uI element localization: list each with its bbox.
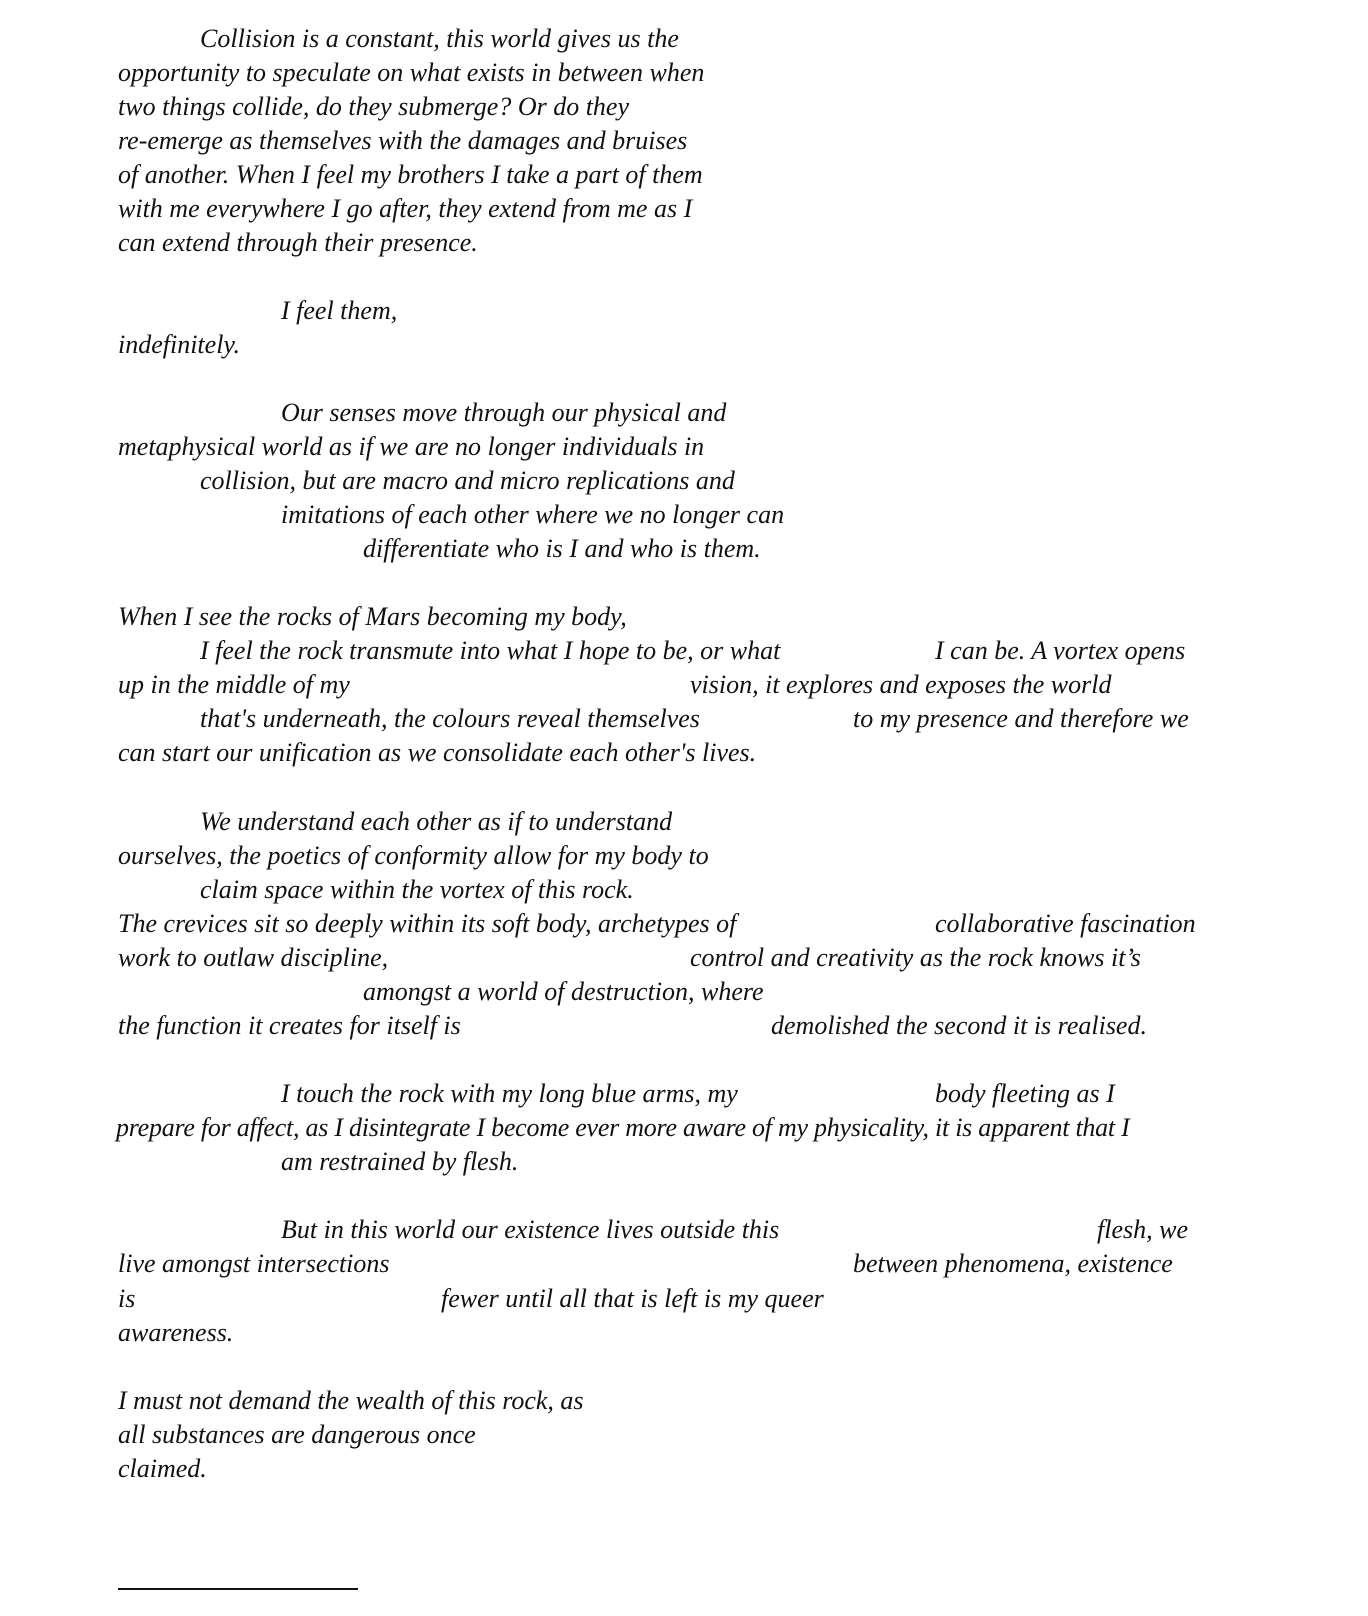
poem-line: The crevices sit so deeply within its soft body, archetypes of <box>118 909 737 938</box>
footnote-divider <box>118 1588 358 1590</box>
poem-line: two things collide, do they submerge? Or do they <box>118 92 630 121</box>
poem-line: re-emerge as themselves with the damages and bruises <box>118 126 688 155</box>
poem-line: We understand each other as if to understand <box>200 807 673 836</box>
poem-line: opportunity to speculate on what exists in between when <box>118 58 705 87</box>
poem-line: can start our unification as we consolidate each other's lives. <box>118 738 757 767</box>
poem-line: control and creativity as the rock knows it’s <box>690 943 1141 972</box>
poem-line: Collision is a constant, this world gives us the <box>200 24 679 53</box>
poem-line: I feel the rock transmute into what I hope to be, or what <box>200 636 781 665</box>
poem-line: collision, but are macro and micro replications and <box>200 466 735 495</box>
poem-line: But in this world our existence lives outside this <box>281 1215 780 1244</box>
poem-line: vision, it explores and exposes the world <box>690 670 1112 699</box>
poem-line: ourselves, the poetics of conformity allow for my body to <box>118 841 709 870</box>
poem-line: Our senses move through our physical and <box>281 398 727 427</box>
poem-line: awareness. <box>118 1318 234 1347</box>
poem-line: can extend through their presence. <box>118 228 478 257</box>
poem-line: to my presence and therefore we <box>853 704 1189 733</box>
poem-line: up in the middle of my <box>118 670 350 699</box>
poem-line: prepare for affect, as I disintegrate I become ever more aware of my physicality, it is apparent that I <box>116 1113 1130 1142</box>
poem-line: is <box>118 1284 136 1313</box>
poem-line: I feel them, <box>281 296 398 325</box>
poem-line: of another. When I feel my brothers I take a part of them <box>118 160 703 189</box>
poem-line: all substances are dangerous once <box>118 1420 476 1449</box>
poem-line: claimed. <box>118 1454 207 1483</box>
poem-line: demolished the second it is realised. <box>771 1011 1147 1040</box>
poem-line: fewer until all that is left is my queer <box>441 1284 824 1313</box>
poem-line: with me everywhere I go after, they extend from me as I <box>118 194 693 223</box>
poem-line: differentiate who is I and who is them. <box>363 534 761 563</box>
poem-line: live amongst intersections <box>118 1249 390 1278</box>
poem-line: the function it creates for itself is <box>118 1011 461 1040</box>
poem-line: I touch the rock with my long blue arms, my <box>281 1079 738 1108</box>
poem-line: indefinitely. <box>118 330 241 359</box>
poem-line: claim space within the vortex of this rock. <box>200 875 634 904</box>
poem-line: body fleeting as I <box>935 1079 1115 1108</box>
poem-line: am restrained by flesh. <box>281 1147 519 1176</box>
poem-line: between phenomena, existence <box>853 1249 1173 1278</box>
poem-line: metaphysical world as if we are no longer individuals in <box>118 432 705 461</box>
poem-line: amongst a world of destruction, where <box>363 977 764 1006</box>
poem-line: work to outlaw discipline, <box>118 943 389 972</box>
poem-line: When I see the rocks of Mars becoming my body, <box>118 602 627 631</box>
poem-line: I can be. A vortex opens <box>935 636 1186 665</box>
poem-line: that's underneath, the colours reveal themselves <box>200 704 700 733</box>
poem-line: collaborative fascination <box>935 909 1196 938</box>
poem-line: I must not demand the wealth of this rock, as <box>118 1386 584 1415</box>
poem-line: imitations of each other where we no longer can <box>281 500 785 529</box>
poem-line: flesh, we <box>1097 1215 1188 1244</box>
